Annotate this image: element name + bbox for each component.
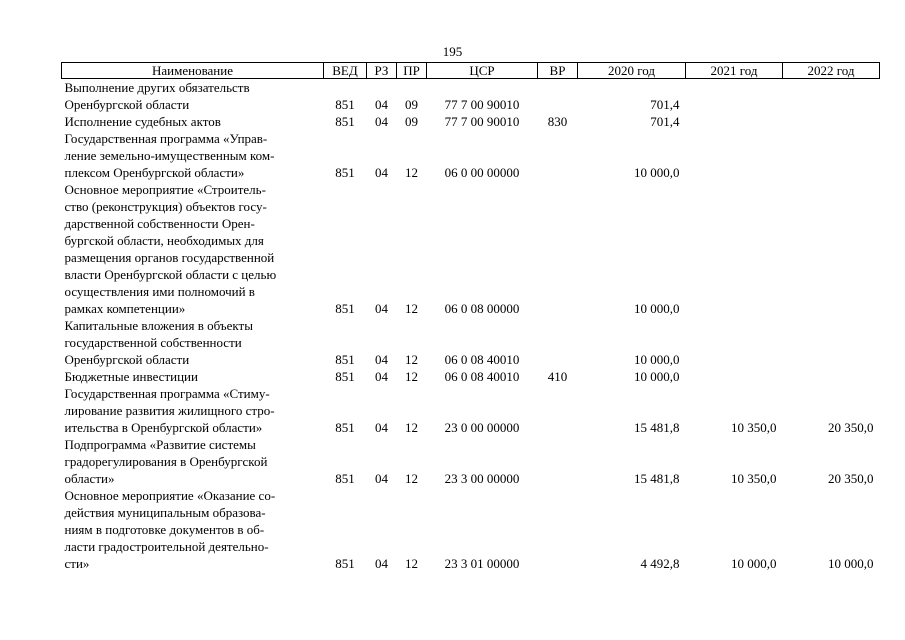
name-line: действия муниципальным образова- xyxy=(64,505,266,520)
cell-2021 xyxy=(686,181,783,317)
header-csr: ЦСР xyxy=(427,63,538,79)
cell-2020: 15 481,8 xyxy=(634,471,680,486)
cell-ved: 851 xyxy=(335,114,355,129)
table-row xyxy=(62,181,880,317)
cell-2020: 15 481,8 xyxy=(634,420,680,435)
cell-2022 xyxy=(783,130,880,181)
budget-table xyxy=(61,62,880,572)
cell-rz: 04 xyxy=(375,369,388,384)
cell-rz: 04 xyxy=(375,301,388,316)
cell-2020: 10 000,0 xyxy=(634,301,680,316)
cell-ved: 851 xyxy=(335,352,355,367)
cell-vr xyxy=(538,385,578,436)
cell-name xyxy=(62,436,324,487)
header-ved: ВЕД xyxy=(324,63,367,79)
cell-2020: 4 492,8 xyxy=(640,556,680,571)
name-line: Выполнение других обязательств xyxy=(64,80,250,95)
cell-csr: 23 3 00 00000 xyxy=(444,471,520,486)
cell-rz: 04 xyxy=(375,420,388,435)
cell-2021 xyxy=(686,368,783,385)
cell-ved: 851 xyxy=(335,556,355,571)
cell-pr: 09 xyxy=(405,114,418,129)
cell-2022 xyxy=(783,79,880,114)
cell-name xyxy=(62,181,324,317)
name-line: ление земельно-имущественным ком- xyxy=(64,148,275,163)
header-rz: РЗ xyxy=(367,63,397,79)
cell-csr: 23 0 00 00000 xyxy=(444,420,520,435)
cell-2020: 10 000,0 xyxy=(634,165,680,180)
cell-ved: 851 xyxy=(335,369,355,384)
name-line: Исполнение судебных актов xyxy=(64,114,221,129)
cell-name xyxy=(62,79,324,114)
table-row xyxy=(62,113,880,130)
table-row xyxy=(62,385,880,436)
table-row xyxy=(62,487,880,572)
cell-rz: 04 xyxy=(375,556,388,571)
cell-name xyxy=(62,487,324,572)
cell-rz: 04 xyxy=(375,471,388,486)
cell-rz: 04 xyxy=(375,97,388,112)
name-line: дарственной собственности Орен- xyxy=(64,216,255,231)
name-line: Основное мероприятие «Оказание со- xyxy=(64,488,276,503)
cell-2022 xyxy=(783,113,880,130)
cell-pr: 12 xyxy=(405,369,418,384)
cell-pr: 12 xyxy=(405,556,418,571)
cell-2020: 10 000,0 xyxy=(634,352,680,367)
table-row xyxy=(62,130,880,181)
cell-pr: 12 xyxy=(405,420,418,435)
name-line: ство (реконструкция) объектов госу- xyxy=(64,199,267,214)
name-line: бургской области, необходимых для xyxy=(64,233,264,248)
cell-vr xyxy=(538,317,578,368)
name-line: размещения органов государственной xyxy=(64,250,275,265)
cell-vr xyxy=(538,181,578,317)
cell-vr: 410 xyxy=(547,369,568,384)
page-number: 195 xyxy=(442,44,463,59)
table-row xyxy=(62,317,880,368)
cell-csr: 77 7 00 90010 xyxy=(444,97,520,112)
cell-pr: 12 xyxy=(405,471,418,486)
cell-2021 xyxy=(686,113,783,130)
cell-ved: 851 xyxy=(335,301,355,316)
table-body xyxy=(62,79,880,573)
name-line: Оренбургской области xyxy=(64,97,190,112)
cell-2020: 701,4 xyxy=(650,114,680,129)
name-line: Бюджетные инвестиции xyxy=(64,369,198,384)
name-line: Основное мероприятие «Строитель- xyxy=(64,182,266,197)
cell-name xyxy=(62,368,324,385)
name-line: сти» xyxy=(64,556,90,571)
name-line: Оренбургской области xyxy=(64,352,190,367)
cell-csr: 06 0 00 00000 xyxy=(444,165,520,180)
cell-2022: 20 350,0 xyxy=(828,471,874,486)
cell-2022: 20 350,0 xyxy=(828,420,874,435)
cell-csr: 06 0 08 40010 xyxy=(444,352,520,367)
header-pr: ПР xyxy=(397,63,427,79)
name-line: государственной собственности xyxy=(64,335,242,350)
cell-vr xyxy=(538,436,578,487)
cell-2021 xyxy=(686,130,783,181)
name-line: рамках компетенции» xyxy=(64,301,186,316)
name-line: области» xyxy=(64,471,115,486)
name-line: ительства в Оренбургской области» xyxy=(64,420,263,435)
header-2022: 2022 год xyxy=(783,63,880,79)
cell-vr xyxy=(538,79,578,114)
cell-2022 xyxy=(783,181,880,317)
name-line: власти Оренбургской области с целью xyxy=(64,267,277,282)
cell-vr xyxy=(538,487,578,572)
name-line: градорегулирования в Оренбургской xyxy=(64,454,268,469)
cell-2022 xyxy=(783,317,880,368)
cell-name xyxy=(62,113,324,130)
cell-vr xyxy=(538,130,578,181)
cell-2022 xyxy=(783,368,880,385)
name-line: Подпрограмма «Развитие системы xyxy=(64,437,256,452)
cell-ved: 851 xyxy=(335,471,355,486)
cell-pr: 12 xyxy=(405,301,418,316)
cell-ved: 851 xyxy=(335,97,355,112)
cell-ved: 851 xyxy=(335,420,355,435)
header-vr: ВР xyxy=(538,63,578,79)
cell-name xyxy=(62,385,324,436)
cell-2022: 10 000,0 xyxy=(828,556,874,571)
header-name: Наименование xyxy=(62,63,324,79)
name-line: Государственная программа «Управ- xyxy=(64,131,268,146)
cell-csr: 06 0 08 40010 xyxy=(444,369,520,384)
name-line: плексом Оренбургской области» xyxy=(64,165,245,180)
cell-rz: 04 xyxy=(375,352,388,367)
cell-pr: 09 xyxy=(405,97,418,112)
cell-rz: 04 xyxy=(375,165,388,180)
table-row xyxy=(62,368,880,385)
name-line: ласти градостроительной деятельно- xyxy=(64,539,269,554)
header-2020: 2020 год xyxy=(578,63,686,79)
name-line: ниям в подготовке документов в об- xyxy=(64,522,265,537)
table-header-row xyxy=(62,63,880,79)
cell-2021 xyxy=(686,317,783,368)
name-line: осуществления ими полномочий в xyxy=(64,284,255,299)
cell-csr: 06 0 08 00000 xyxy=(444,301,520,316)
cell-2021: 10 350,0 xyxy=(731,420,777,435)
cell-pr: 12 xyxy=(405,352,418,367)
cell-2021: 10 350,0 xyxy=(731,471,777,486)
name-line: Капитальные вложения в объекты xyxy=(64,318,253,333)
cell-rz: 04 xyxy=(375,114,388,129)
cell-csr: 23 3 01 00000 xyxy=(444,556,520,571)
cell-vr: 830 xyxy=(547,114,568,129)
cell-name xyxy=(62,317,324,368)
header-2021: 2021 год xyxy=(686,63,783,79)
cell-2021 xyxy=(686,79,783,114)
cell-pr: 12 xyxy=(405,165,418,180)
cell-2020: 701,4 xyxy=(650,97,680,112)
table-row xyxy=(62,79,880,114)
cell-2020: 10 000,0 xyxy=(634,369,680,384)
cell-2021: 10 000,0 xyxy=(731,556,777,571)
name-line: Государственная программа «Стиму- xyxy=(64,386,270,401)
cell-csr: 77 7 00 90010 xyxy=(444,114,520,129)
table-row xyxy=(62,436,880,487)
cell-name xyxy=(62,130,324,181)
cell-ved: 851 xyxy=(335,165,355,180)
name-line: лирование развития жилищного стро- xyxy=(64,403,275,418)
